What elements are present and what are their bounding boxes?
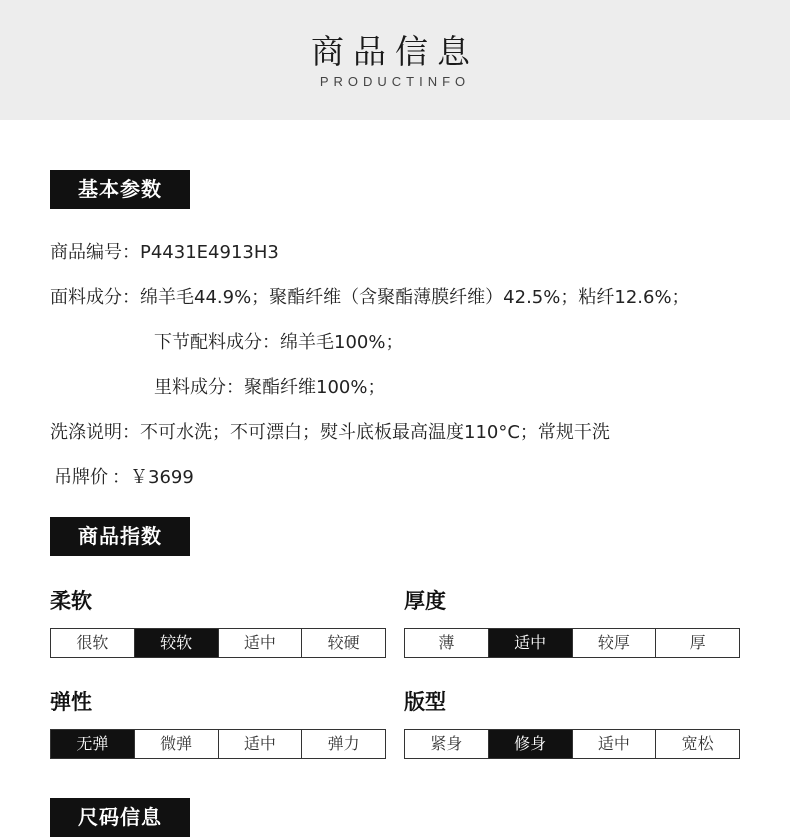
page-subtitle: PRODUCTINFO xyxy=(319,74,471,89)
thickness-option[interactable]: 薄 xyxy=(405,629,489,657)
softness-option[interactable]: 适中 xyxy=(219,629,303,657)
elasticity-scale xyxy=(50,729,386,759)
thickness-scale xyxy=(404,628,740,658)
wash-value: 不可水洗；不可漂白；熨斗底板最高温度110°C；常规干洗 xyxy=(140,422,610,443)
trim-fabric-row: 下节配料成分：绵羊毛100%； xyxy=(154,332,404,353)
softness-title: 柔软 xyxy=(50,589,92,613)
price-label: 吊牌价 xyxy=(54,467,108,488)
elasticity-option[interactable]: 微弹 xyxy=(135,730,219,758)
fit-option[interactable]: 宽松 xyxy=(656,730,739,758)
elasticity-option[interactable]: 适中 xyxy=(219,730,303,758)
price-value: ￥3699 xyxy=(130,467,194,488)
softness-scale xyxy=(50,628,386,658)
price-separator: ： xyxy=(112,467,130,488)
thickness-option[interactable]: 适中 xyxy=(489,629,573,657)
thickness-option[interactable]: 较厚 xyxy=(573,629,657,657)
elasticity-title: 弹性 xyxy=(50,690,92,714)
fabric-label: 面料成分： xyxy=(50,287,140,308)
lining-row: 里料成分：聚酯纤维100%； xyxy=(154,377,386,398)
page-title: 商品信息 xyxy=(311,32,479,71)
elasticity-option[interactable]: 无弹 xyxy=(51,730,135,758)
section-tag-size: 尺码信息 xyxy=(50,798,190,837)
softness-option[interactable]: 较硬 xyxy=(302,629,385,657)
fit-option[interactable]: 修身 xyxy=(489,730,573,758)
section-tag-basic: 基本参数 xyxy=(50,170,190,209)
fabric-value: 绵羊毛44.9%；聚酯纤维（含聚酯薄膜纤维）42.5%；粘纤12.6%； xyxy=(140,287,690,308)
thickness-title: 厚度 xyxy=(404,589,446,613)
product-code-label: 商品编号： xyxy=(50,242,140,263)
wash-label: 洗涤说明： xyxy=(50,422,140,443)
wash-row xyxy=(50,418,610,444)
softness-option[interactable]: 很软 xyxy=(51,629,135,657)
page-header xyxy=(0,0,790,120)
product-code-row xyxy=(50,238,279,264)
fit-scale xyxy=(404,729,740,759)
fabric-row xyxy=(50,283,690,309)
fit-option[interactable]: 紧身 xyxy=(405,730,489,758)
fit-title: 版型 xyxy=(404,690,446,714)
price-row xyxy=(54,463,194,489)
elasticity-option[interactable]: 弹力 xyxy=(302,730,385,758)
thickness-option[interactable]: 厚 xyxy=(656,629,739,657)
product-code-value: P4431E4913H3 xyxy=(140,242,279,263)
section-tag-index: 商品指数 xyxy=(50,517,190,556)
softness-option[interactable]: 较软 xyxy=(135,629,219,657)
fit-option[interactable]: 适中 xyxy=(573,730,657,758)
